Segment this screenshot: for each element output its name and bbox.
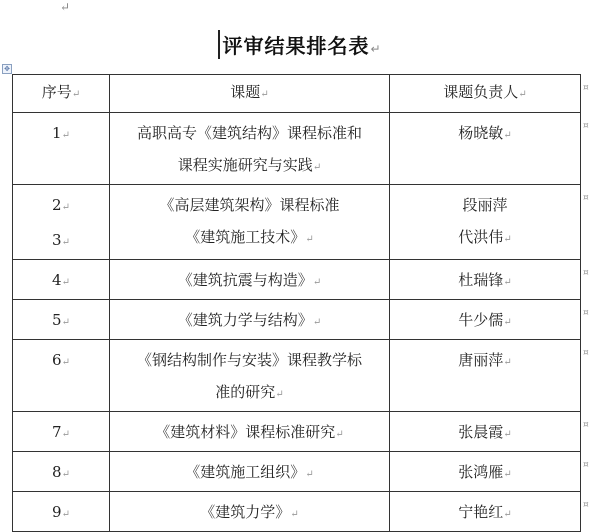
row-end-mark-icon: ¤ — [583, 192, 589, 203]
cell-topic-line — [114, 117, 385, 149]
table-row — [13, 260, 581, 300]
table-row — [13, 492, 581, 532]
paragraph-mark-icon: ↵ — [290, 509, 299, 520]
cell-index-line — [17, 264, 105, 299]
cell-topic[interactable] — [110, 492, 390, 532]
cell-text: 杨晓敏 — [458, 124, 504, 142]
cell-text: 《建筑力学与结构》 — [177, 311, 313, 329]
paragraph-mark-icon: ↵ — [312, 317, 322, 328]
paragraph-mark-icon: ↵ — [335, 429, 344, 440]
cell-text: 《建筑力学》 — [200, 503, 291, 521]
cell-index[interactable] — [13, 492, 110, 532]
row-end-mark-icon: ¤ — [583, 419, 589, 430]
cell-index-line — [17, 496, 105, 531]
cell-text: 张晨霞 — [458, 423, 504, 441]
row-end-mark-icon: ¤ — [583, 499, 589, 510]
cell-topic[interactable] — [110, 260, 390, 300]
cell-text: 唐丽萍 — [458, 351, 504, 369]
cell-topic-line — [114, 376, 385, 411]
cell-text: 《建筑抗震与构造》 — [177, 271, 313, 289]
cell-index-line — [17, 416, 105, 451]
cell-text: 《建筑施工组织》 — [185, 463, 306, 481]
table-body — [13, 113, 581, 532]
cell-leader[interactable] — [390, 185, 581, 260]
paragraph-mark-icon: ↵ — [503, 130, 512, 141]
table-row — [13, 185, 581, 260]
header-topic-label: 课题 — [230, 83, 261, 101]
cell-topic-line — [114, 416, 385, 451]
cell-topic-line — [114, 304, 385, 339]
paragraph-mark-icon: ↵ — [305, 234, 314, 245]
cell-text: 9 — [52, 503, 62, 521]
cell-leader-line — [394, 264, 576, 299]
row-end-mark-icon: ¤ — [583, 267, 589, 278]
paragraph-mark-icon: ↵ — [312, 162, 322, 173]
cell-text: 代洪伟 — [458, 228, 504, 246]
table-row — [13, 340, 581, 412]
table-row — [13, 113, 581, 185]
cell-index-line — [17, 456, 105, 491]
paragraph-mark-icon: ↵ — [503, 509, 512, 520]
cell-leader[interactable] — [390, 412, 581, 452]
cell-leader-line — [394, 221, 576, 256]
table-row — [13, 452, 581, 492]
paragraph-mark-icon: ↵ — [61, 237, 70, 248]
table-row — [13, 412, 581, 452]
row-end-mark-icon: ¤ — [583, 82, 589, 93]
cell-text: 4 — [52, 271, 62, 289]
cell-text: 6 — [52, 351, 62, 369]
cell-index-line — [17, 304, 105, 339]
cell-leader-line — [394, 344, 576, 379]
paragraph-mark-icon: ↵ — [503, 317, 512, 328]
cell-end-mark-icon: ↵ — [71, 89, 81, 100]
cell-topic[interactable] — [110, 412, 390, 452]
row-end-mark-icon: ¤ — [583, 307, 589, 318]
cell-leader-line — [394, 416, 576, 451]
cell-text: 牛少儒 — [458, 311, 504, 329]
cell-text: 1 — [52, 124, 62, 142]
cell-topic-line — [114, 149, 385, 184]
row-end-mark-icon: ¤ — [583, 347, 589, 358]
paragraph-mark-icon: ↵ — [275, 389, 284, 400]
cell-topic-line — [114, 344, 385, 376]
cell-index[interactable] — [13, 185, 110, 260]
cell-topic-line — [114, 496, 385, 531]
paragraph-mark-icon: ↵ — [503, 357, 512, 368]
cell-text: 准的研究 — [215, 383, 276, 401]
cell-leader[interactable] — [390, 300, 581, 340]
paragraph-mark-icon: ↵ — [61, 509, 70, 520]
cell-text: 《高层建筑架构》课程标准 — [159, 196, 340, 214]
paragraph-mark-icon: ↵ — [61, 277, 70, 288]
cell-text: 2 — [52, 196, 62, 214]
title-block — [0, 30, 600, 59]
cell-leader-line — [394, 456, 576, 491]
cell-leader[interactable] — [390, 452, 581, 492]
table-move-handle-icon[interactable]: ✥ — [2, 64, 12, 74]
cell-leader[interactable] — [390, 113, 581, 185]
paragraph-mark-icon: ↵ — [370, 42, 382, 56]
row-end-mark-icon: ¤ — [583, 120, 589, 131]
cell-index[interactable] — [13, 340, 110, 412]
cell-text: 杜瑞锋 — [458, 271, 504, 289]
cell-text: 7 — [52, 423, 62, 441]
cell-topic[interactable] — [110, 340, 390, 412]
paragraph-mark-icon: ↵ — [312, 277, 322, 288]
paragraph-mark-icon: ↵ — [503, 277, 512, 288]
paragraph-mark-icon: ↵ — [61, 357, 70, 368]
page-title-text: 评审结果排名表 — [222, 34, 370, 58]
cell-text: 段丽萍 — [462, 196, 508, 214]
cell-leader[interactable] — [390, 492, 581, 532]
cell-text: 3 — [52, 231, 62, 249]
header-index[interactable] — [13, 75, 110, 113]
header-index-label: 序号 — [41, 83, 72, 101]
cell-leader[interactable] — [390, 260, 581, 300]
cell-topic[interactable] — [110, 113, 390, 185]
cell-leader[interactable] — [390, 340, 581, 412]
paragraph-mark-icon: ↵ — [61, 202, 70, 213]
row-end-mark-icon: ¤ — [583, 459, 589, 470]
cell-topic-line — [114, 221, 385, 256]
cell-leader-line — [394, 117, 576, 152]
cell-index[interactable] — [13, 452, 110, 492]
header-leader[interactable] — [390, 75, 581, 113]
cell-topic-line — [114, 189, 385, 221]
paragraph-mark-icon: ↵ — [305, 469, 314, 480]
cell-leader-line — [394, 304, 576, 339]
cell-leader-line — [394, 496, 576, 531]
cell-index[interactable] — [13, 113, 110, 185]
paragraph-mark-icon: ↵ — [61, 130, 70, 141]
cell-topic[interactable] — [110, 452, 390, 492]
cell-text: 张鸿雁 — [458, 463, 504, 481]
paragraph-mark-icon: ↵ — [503, 234, 512, 245]
cell-text: 5 — [52, 311, 62, 329]
cell-index[interactable] — [13, 412, 110, 452]
cell-text: 课程实施研究与实践 — [177, 156, 313, 174]
table-header-row — [13, 75, 581, 113]
cell-text: 宁艳红 — [458, 503, 504, 521]
cell-index[interactable] — [13, 300, 110, 340]
paragraph-mark-icon: ↵ — [503, 469, 512, 480]
ranking-table — [12, 74, 581, 532]
cell-index-line — [17, 189, 105, 224]
cell-topic[interactable] — [110, 185, 390, 260]
paragraph-mark-icon: ↵ — [61, 429, 70, 440]
cell-text: 8 — [52, 463, 62, 481]
cell-leader-line — [394, 189, 576, 221]
header-topic[interactable] — [110, 75, 390, 113]
cell-end-mark-icon: ↵ — [260, 89, 269, 100]
cell-topic-line — [114, 264, 385, 299]
cell-end-mark-icon: ↵ — [518, 89, 527, 100]
page-title[interactable] — [218, 30, 381, 59]
cell-topic-line — [114, 456, 385, 491]
cell-topic[interactable] — [110, 300, 390, 340]
cell-index-line — [17, 224, 105, 259]
header-leader-label: 课题负责人 — [443, 83, 519, 101]
cell-index-line — [17, 117, 105, 152]
table-row — [13, 300, 581, 340]
top-paragraph-mark: ↵ — [60, 0, 71, 14]
cell-text: 高职高专《建筑结构》课程标准和 — [136, 124, 362, 142]
cell-text: 《建筑施工技术》 — [185, 228, 306, 246]
paragraph-mark-icon: ↵ — [61, 317, 70, 328]
cell-index-line — [17, 344, 105, 379]
cell-text: 《建筑材料》课程标准研究 — [155, 423, 336, 441]
cell-text: 《钢结构制作与安装》课程教学标 — [136, 351, 362, 369]
paragraph-mark-icon: ↵ — [503, 429, 512, 440]
cell-index[interactable] — [13, 260, 110, 300]
paragraph-mark-icon: ↵ — [61, 469, 70, 480]
